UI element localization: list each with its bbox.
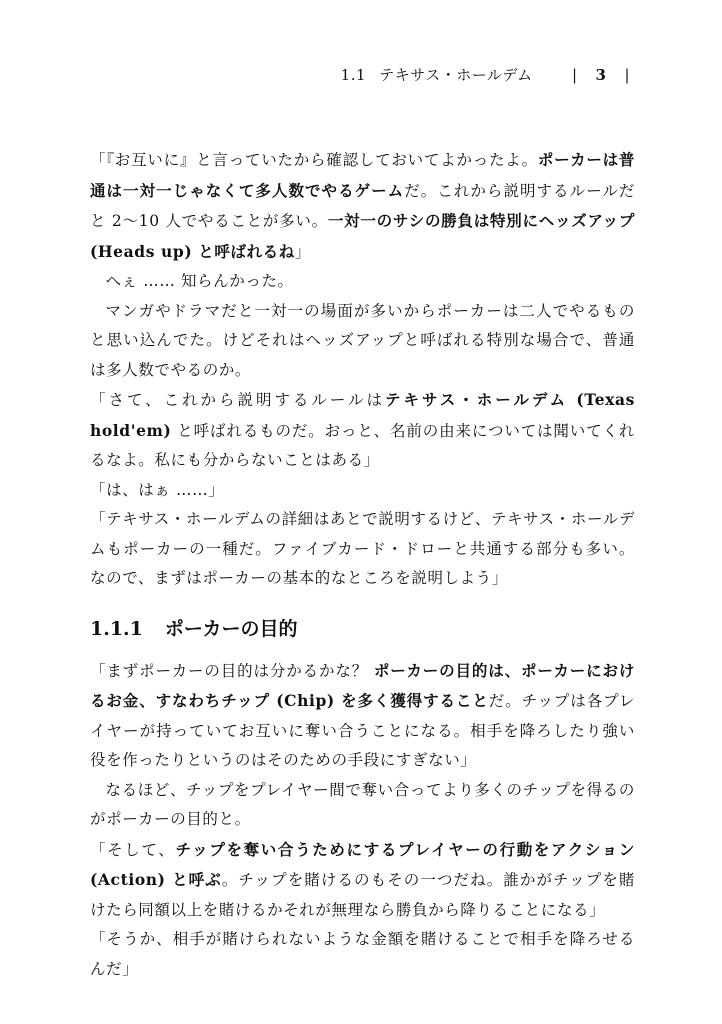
- page-number: 3: [595, 66, 607, 84]
- header-section-number: 1.1: [340, 66, 367, 84]
- paragraph: [90, 476, 635, 506]
- paragraph: [90, 145, 635, 267]
- paragraph: [90, 835, 635, 926]
- bold-text: ポーカーの目的は、ポーカーにおけるお金、すなわちチップ (Chip) を多く獲得すること: [90, 660, 636, 710]
- text: と呼ばれるものだ。おっと、名前の由来については聞いてくれるなよ。私にも分からないことはある」: [90, 421, 635, 469]
- text: だ。チップは各プレイヤーが持っていてお互いに奪い合うことになる。相手を降ろしたり強い役を作ったりというのはそのための手段にすぎない」: [90, 692, 635, 769]
- running-header: [341, 64, 630, 85]
- text: 。チップを賭けるのもその一つだね。誰かがチップを賭けたら同額以上を賭けるかそれが無理なら勝負から降りることになる」: [90, 871, 635, 919]
- header-section-title: テキサス・ホールデム: [379, 66, 533, 84]
- text: 」: [294, 242, 311, 261]
- text: 「まずポーカーの目的は分かるかな？: [90, 661, 374, 680]
- text: 「そして、: [90, 840, 176, 859]
- bold-text: チップを奪い合うためにするプレイヤーの行動をアクション (Action) と呼ぶ: [90, 839, 635, 889]
- text: 「テキサス・ホールデムの詳細はあとで説明するけど、テキサス・ホールデムもポーカーの一種だ。ファイブカード・ドローと共通する部分も多い。なので、まずはポーカーの基本的なところを説明しよう」: [90, 510, 635, 587]
- text: なるほど、チップをプレイヤー間で奪い合ってより多くのチップを得るのがポーカーの目的と。: [90, 780, 635, 828]
- header-separator: |: [571, 66, 578, 84]
- section-number: 1.1.1: [90, 617, 143, 640]
- bold-text: ポーカーは普通は一対一じゃなくて多人数でやるゲーム: [90, 150, 635, 200]
- paragraph: [90, 267, 635, 297]
- paragraph: [90, 925, 635, 984]
- text: マンガやドラマだと一対一の場面が多いからポーカーは二人でやるものと思い込んでた。けどそれはヘッズアップと呼ばれる特別な場合で、普通は多人数でやるのか。: [90, 301, 635, 379]
- page-body: [90, 145, 635, 984]
- header-separator-right: |: [624, 66, 630, 84]
- bold-text: テキサス・ホールデム (Texas hold'em): [90, 390, 635, 440]
- text: 「さて、これから説明するルールは: [90, 391, 385, 409]
- paragraph: [90, 385, 635, 476]
- paragraph-group-intro: [90, 145, 635, 594]
- paragraph: [90, 776, 635, 835]
- paragraph: [90, 297, 635, 386]
- paragraph: [90, 656, 635, 776]
- section-title: ポーカーの目的: [164, 617, 298, 640]
- bold-text: 一対一のサシの勝負は特別にヘッズアップ (Heads up) と呼ばれるね: [90, 211, 635, 261]
- paragraph: [90, 505, 635, 594]
- text: 「『お互いに』と言っていたから確認しておいてよかったよ。: [90, 151, 538, 169]
- paragraph-group-section: [90, 656, 635, 985]
- text: 「は、はぁ ……」: [90, 480, 225, 499]
- text: だ。これから説明するルールだと 2〜10 人でやることが多い。: [90, 181, 635, 230]
- text: へぇ …… 知らんかった。: [105, 272, 294, 290]
- section-heading: [90, 612, 635, 646]
- text: 「そうか、相手が賭けられないような金額を賭けることで相手を降ろせるんだ」: [90, 930, 635, 978]
